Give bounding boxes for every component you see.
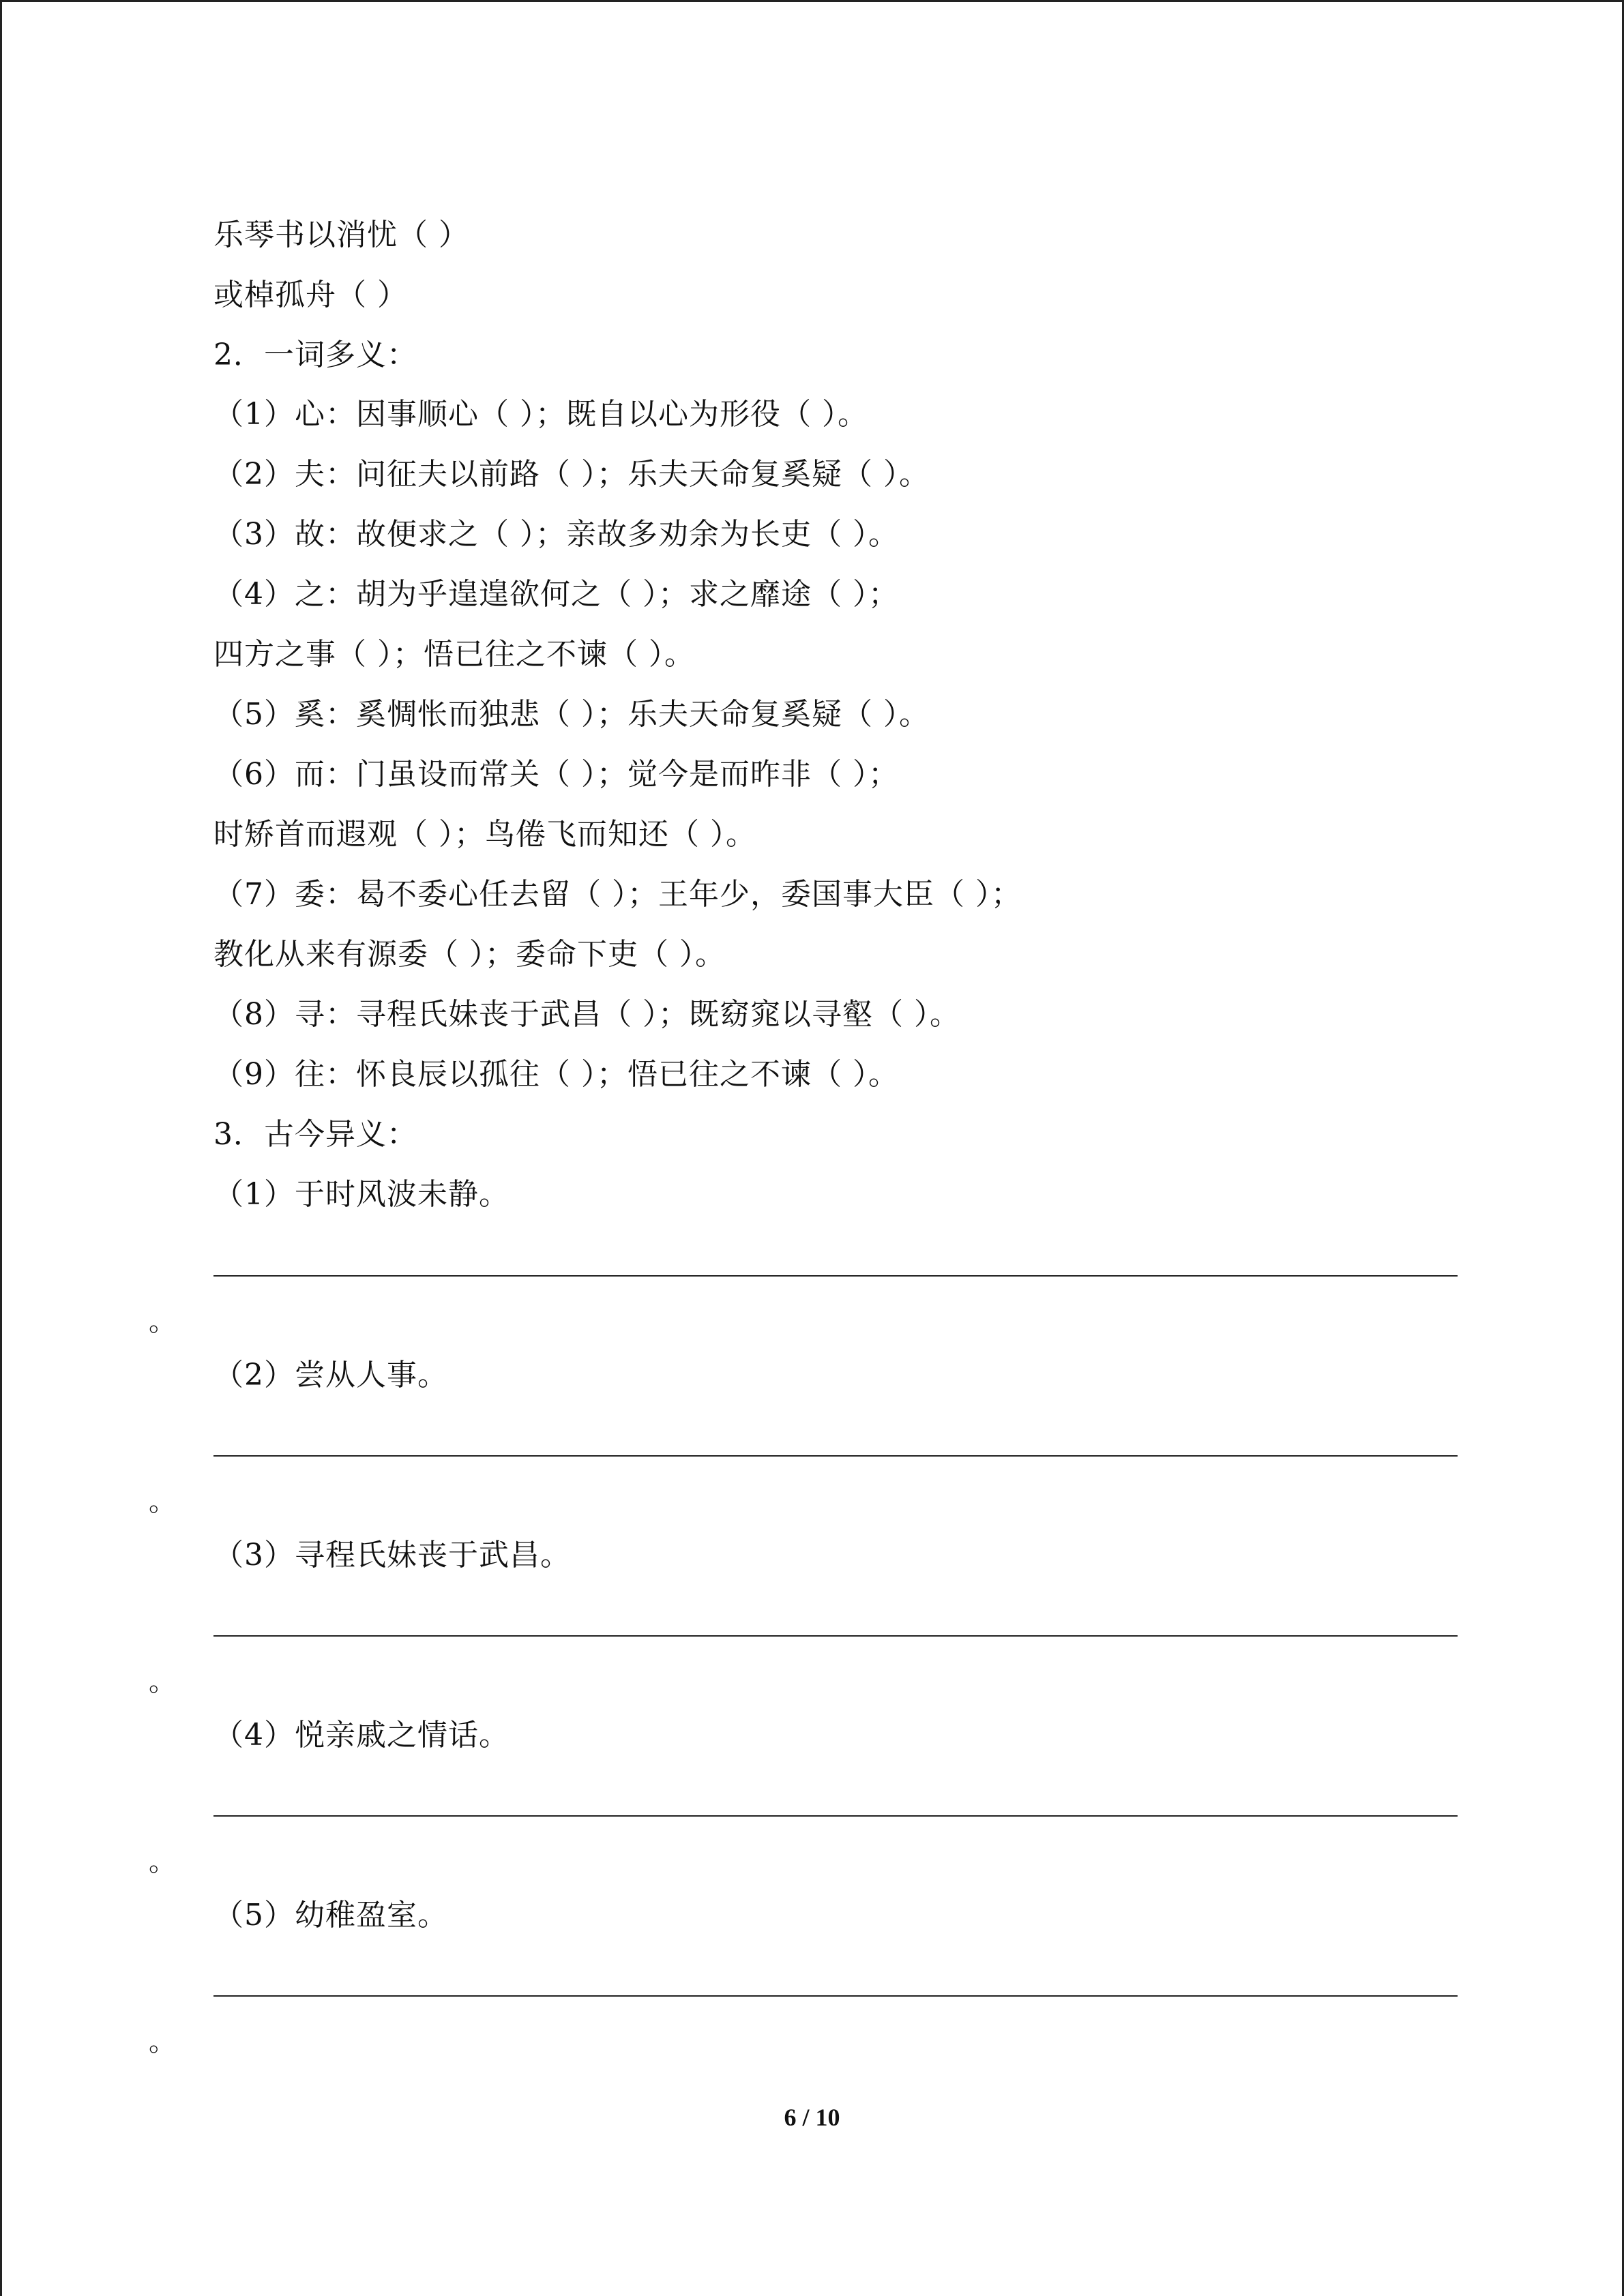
period-mark-4: 。 — [149, 1846, 176, 1877]
answer-line-3[interactable] — [213, 1635, 1458, 1637]
period-mark-5: 。 — [149, 2026, 176, 2057]
answer-line-5[interactable] — [213, 1995, 1458, 1997]
text-line-14: （8）寻：寻程氏妹丧于武昌（ ）；既窈窕以寻壑（ ）。 — [213, 997, 960, 1032]
text-line-6: （3）故：故便求之（ ）；亲故多劝余为长吏（ ）。 — [213, 517, 899, 552]
section-heading-ancient-modern: 3．古今异义： — [213, 1117, 417, 1152]
text-line-13: 教化从来有源委（ ）；委命下吏（ ）。 — [213, 937, 726, 972]
answer-line-1[interactable] — [213, 1275, 1458, 1277]
question-3: （3）寻程氏妹丧于武昌。 — [213, 1538, 571, 1572]
text-line-4: （1）心：因事顺心（ ）；既自以心为形役（ ）。 — [213, 397, 868, 432]
text-line-12: （7）委：曷不委心任去留（ ）；王年少，委国事大臣（ ）； — [213, 877, 1022, 912]
page-number: 6 / 10 — [784, 2104, 840, 2131]
text-line-1: 乐琴书以消忧（ ） — [213, 218, 469, 252]
period-mark-3: 。 — [149, 1666, 176, 1697]
text-line-7: （4）之：胡为乎遑遑欲何之（ ）；求之靡途（ ）； — [213, 577, 899, 612]
question-2: （2）尝从人事。 — [213, 1358, 448, 1392]
section-heading-polysemy: 2．一词多义： — [213, 338, 417, 372]
question-1: （1）于时风波未静。 — [213, 1177, 510, 1212]
text-line-2: 或棹孤舟（ ） — [213, 278, 408, 312]
question-5: （5）幼稚盈室。 — [213, 1898, 448, 1933]
text-line-15: （9）往：怀良辰以孤往（ ）；悟已往之不谏（ ）。 — [213, 1057, 899, 1092]
question-4: （4）悦亲戚之情话。 — [213, 1718, 510, 1753]
answer-line-4[interactable] — [213, 1815, 1458, 1817]
period-mark-1: 。 — [149, 1306, 176, 1337]
text-line-8: 四方之事（ ）；悟已往之不谏（ ）。 — [213, 637, 695, 672]
text-line-11: 时矫首而遐观（ ）；鸟倦飞而知还（ ）。 — [213, 817, 756, 852]
answer-line-2[interactable] — [213, 1455, 1458, 1457]
text-line-5: （2）夫：问征夫以前路（ ）；乐夫天命复奚疑（ ）。 — [213, 457, 930, 492]
text-line-9: （5）奚：奚惆怅而独悲（ ）；乐夫天命复奚疑（ ）。 — [213, 697, 930, 732]
period-mark-2: 。 — [149, 1486, 176, 1517]
text-line-10: （6）而：门虽设而常关（ ）；觉今是而昨非（ ）； — [213, 757, 899, 792]
